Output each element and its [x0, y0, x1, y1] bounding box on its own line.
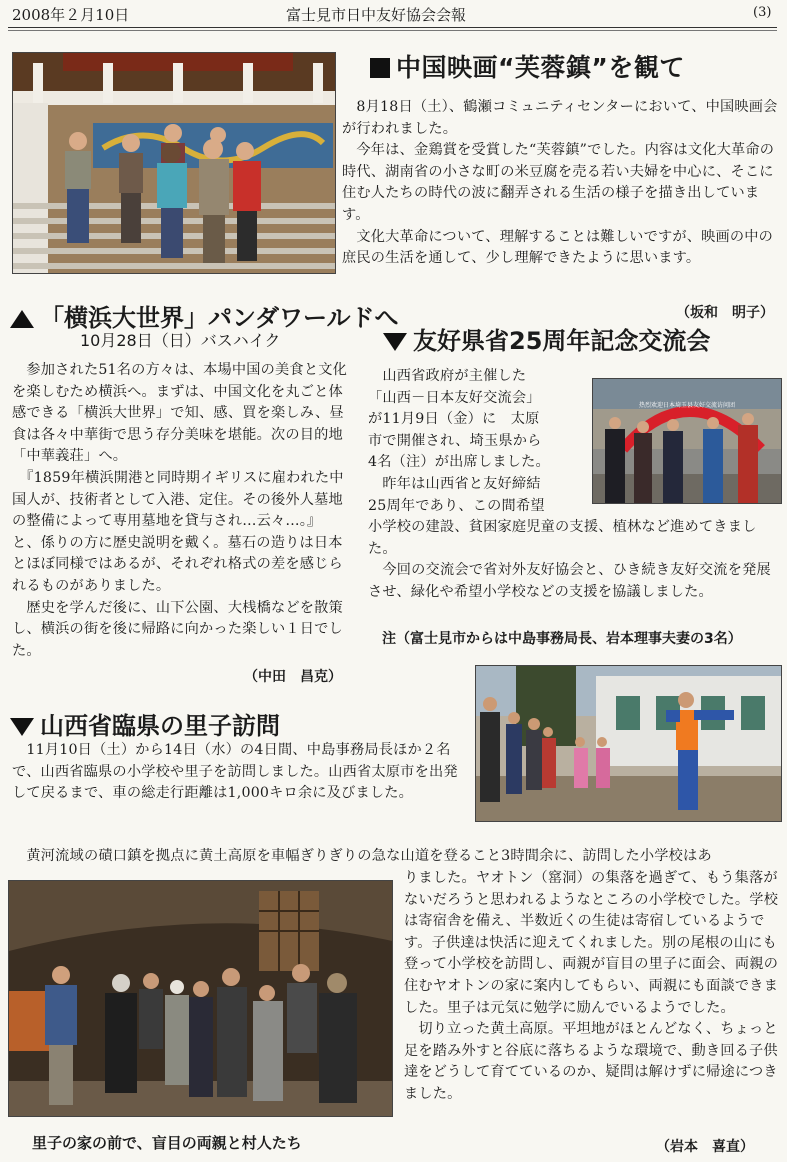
- article4-body: [12, 740, 466, 805]
- article3-title: 友好県省25周年記念交流会: [383, 321, 710, 356]
- article1-title: 中国映画“芙蓉鎮”を観て: [370, 48, 685, 84]
- header-rule: [8, 27, 777, 28]
- photo-temple-group: [12, 52, 336, 274]
- photo-caption: 里子の家の前で、盲目の両親と村人たち: [32, 1134, 302, 1152]
- triangle-up-icon: [10, 310, 34, 328]
- article2-paragraph: 『1859年横浜開港と同時期イギリスに雇われた中国人が、技術者として入港、定住。その後外人墓地の整備によって専用墓地を貸与され…云々…。』と、係りの方に歴史説明を戴く。墓石の造りは日本とほぼ同様ではあるが、それぞれ格式の差を感じられるものがありました。: [12, 469, 344, 594]
- article4-paragraph: りました。ヤオトン（窰洞）の集落を過ぎて、もう集落がないだろうと思われるようなところの小学校でした。学校は寄宿舎を備え、半数近くの生徒は寄宿しているようです。子供達は快活に迎えてくれました。別の尾根の山にも登って小学校を訪問し、両親が盲目の里子に面会、両親の住むヤオトンの家に案内してもらい、両親にも面談できました。里子は元気に勉学に励んでいるようでした。: [404, 870, 779, 1016]
- photo-school-children: [475, 665, 782, 822]
- article2-subtitle: 10月28日（日）バスハイク: [80, 331, 281, 350]
- page-number: (3): [753, 5, 772, 20]
- article2-paragraph: 参加された51名の方々は、本場中国の美食と文化を楽しむため横浜へ。まずは、中国文化を丸ごと体感できる「横浜大世界」で知、感、買を楽しみ、昼食は各々中華街で思う存分美味を堪能。次の目的地「中華義荘」へ。: [12, 362, 347, 465]
- square-bullet-icon: [370, 58, 390, 78]
- article1-body: [342, 97, 780, 270]
- article2-paragraph: 歴史を学んだ後に、山下公園、大桟橋などを散策し、横浜の街を後に帰路に向かった楽しい１日でした。: [12, 599, 343, 659]
- issue-date: 2008年２月10日: [12, 6, 130, 24]
- article4-paragraph: 切り立った黄土高原。平坦地がほとんどなく、ちょっと足を踏み外すと谷底に落ちるような環境で、動き回る子供達をどうして育てているのか、疑問は解けずに帰途につきました。: [404, 1021, 778, 1102]
- triangle-down-icon: [383, 333, 407, 351]
- article3-line: 山西省政府が主催した: [368, 368, 527, 384]
- article3-line: 昨年は山西省と友好締結: [368, 475, 541, 492]
- article3-line: が11月9日（金）に 太原: [368, 411, 540, 428]
- article4-paragraph: 黄河流域の磧口鎮を拠点に黄土高原を車幅ぎりぎりの急な山道を登ること3時間余に、訪問した小学校はあ: [12, 848, 712, 864]
- article3-paragraph: 小学校の建設、貧困家庭児童の支援、植林など進めてきました。: [368, 519, 757, 557]
- article2-author: （中田 昌克）: [244, 669, 342, 685]
- article3-line: 「山西－日本友好交流会」: [368, 389, 541, 406]
- triangle-down-icon: [10, 718, 34, 736]
- newsletter-title: 富士見市日中友好協会会報: [286, 6, 467, 24]
- article3-line: 25周年であり、この間希望: [368, 497, 545, 514]
- article3-note: 注（富士見市からは中島事務局長、岩本理事夫妻の3名）: [382, 631, 742, 647]
- article4-para2-first-line: [12, 846, 782, 868]
- article4-continued: [404, 868, 780, 1106]
- article1-paragraph: 8月18日（土）、鶴瀬コミュニティセンターにおいて、中国映画会が行われました。: [342, 99, 778, 137]
- article1-paragraph: 文化大革命について、理解することは難しいですが、映画の中の庶民の生活を通して、少し理解できたように思います。: [342, 228, 774, 267]
- article4-title: 山西省臨県の里子訪問: [10, 706, 280, 741]
- welcome-banner-text: 热烈欢迎日本埼玉县友好交流访问团: [638, 402, 736, 409]
- photo-village-family: [8, 880, 393, 1117]
- article4-author: （岩本 喜直）: [656, 1139, 754, 1155]
- photo-exchange-meeting: [592, 378, 782, 504]
- article1-author: （坂和 明子）: [676, 305, 774, 321]
- article1-paragraph: 今年は、金鶏賞を受賞した“芙蓉鎮”でした。内容は文化大革命の時代、湖南省の小さな町の米豆腐を売る若い夫婦を中心に、そこに住む人たちの時代の波に翻弄される生活の様子を描き出しています。: [342, 142, 775, 223]
- article3-line: 市で開催され、埼玉県から: [368, 432, 542, 449]
- article3-line: 4名（注）が出席しました。: [368, 454, 550, 471]
- article2-body: [12, 360, 348, 662]
- article3-paragraph: 今回の交流会で省対外友好協会と、ひき続き友好交流を発展させ、緑化や希望小学校などの支援を協議しました。: [368, 562, 771, 600]
- article2-title: 「横浜大世界」パンダワールドへ: [10, 298, 399, 333]
- article4-paragraph: 11月10日（土）から14日（水）の4日間、中島事務局長ほか２名で、山西省臨県の小学校や里子を訪問しました。山西省太原市を出発して戻るまで、車の総走行距離は1,000キロ余に及びました。: [12, 742, 458, 802]
- header-rule-2: [8, 30, 777, 31]
